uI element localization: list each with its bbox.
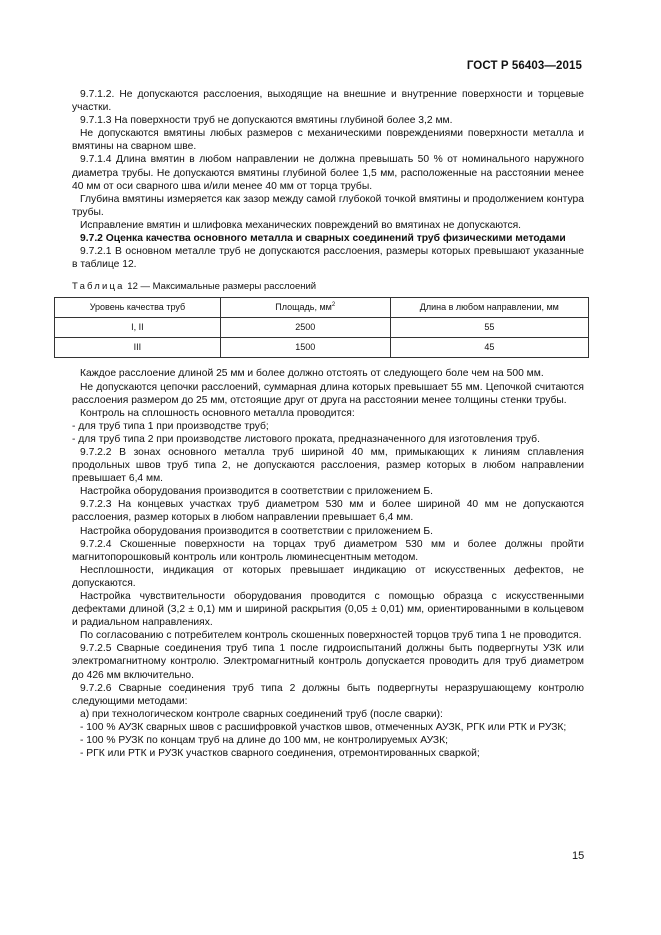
paragraph: Глубина вмятины измеряется как зазор между самой глубокой точкой вмятины и продолжением контура трубы. — [72, 193, 584, 218]
document-header: ГОСТ Р 56403—2015 — [466, 60, 582, 72]
paragraph: 9.7.2.3 На концевых участках труб диаметром 530 мм и более шириной 40 мм не допускаются расслоения, размер которых в любом направлении превышает 6,4 мм. — [72, 499, 584, 524]
paragraph: 9.7.2.2 В зонах основного металла труб шириной 40 мм, примыкающих к линиям сплавления продольных швов труб типа 2, не допускаются расслоения, размер которых в любом направлении превышает 6,4 мм. — [72, 446, 584, 485]
table-caption-text: 12 — Максимальные размеры расслоений — [124, 281, 317, 293]
delamination-table — [54, 297, 589, 358]
paragraph: 9.7.1.2. Не допускаются расслоения, выходящие на внешние и внутренние поверхности и торцевые участки. — [72, 89, 584, 114]
paragraph: 9.7.2.1 В основном металле труб не допускаются расслоения, размеры которых превышают указанные в таблице 12. — [72, 246, 584, 271]
paragraphs-after-table — [72, 367, 584, 760]
paragraph: 9.7.2.6 Сварные соединения труб типа 2 должны быть подвергнуты неразрушающему контролю следующими методами: — [72, 682, 584, 707]
paragraph: - для труб типа 2 при производстве листового проката, предназначенного для изготовления труб. — [72, 433, 540, 445]
paragraph: - 100 % РУЗК по концам труб на длине до 100 мм, не контролируемых АУЗК; — [80, 735, 449, 747]
paragraph: - РГК или РТК и РУЗК участков сварного соединения, отремонтированных сваркой; — [80, 748, 480, 760]
paragraph: Настройка оборудования производится в соответствии с приложением Б. — [80, 486, 434, 498]
paragraph: а) при технологическом контроле сварных соединений труб (после сварки): — [80, 708, 443, 720]
paragraph: Исправление вмятин и шлифовка механических повреждений во вмятинах не допускаются. — [80, 219, 522, 231]
cell-area: 1500 — [220, 338, 390, 358]
header-area-text: Площадь, мм — [275, 302, 332, 313]
header-length: Длина в любом направлении, мм — [390, 298, 588, 318]
paragraph: Каждое расслоение длиной 25 мм и более должно отстоять от следующего боле чем на 500 мм. — [80, 368, 544, 380]
paragraph: Контроль на сплошность основного металла проводится: — [80, 407, 355, 419]
cell-length: 55 — [390, 318, 588, 338]
page-number: 15 — [572, 850, 585, 862]
paragraph: 9.7.1.3 На поверхности труб не допускаются вмятины глубиной более 3,2 мм. — [80, 115, 453, 127]
cell-quality: I, II — [55, 318, 221, 338]
paragraph: Настройка оборудования производится в соответствии с приложением Б. — [80, 525, 434, 537]
header-area — [220, 298, 390, 318]
paragraph: - для труб типа 1 при производстве труб; — [72, 420, 269, 432]
paragraph: Настройка чувствительности оборудования проводится с помощью образца с искусственными дефектами длиной (3,2 ± 0,1) мм и шириной раскрытия (0,05 ± 0,01) мм, ориентированными в кольцевом и радиальном направлениях. — [72, 591, 584, 629]
table-row — [55, 318, 589, 338]
page-body — [72, 88, 584, 760]
paragraph: Не допускаются вмятины любых размеров с механическими повреждениями поверхности металла и вмятины на сварном шве. — [72, 128, 584, 153]
paragraph: - 100 % АУЗК сварных швов с расшифровкой участков швов, отмеченных АУЗК, РГК или РТК и РУЗК; — [80, 721, 567, 733]
paragraph: По согласованию с потребителем контроль скошенных поверхностей торцов труб типа 1 не проводится. — [80, 630, 582, 642]
paragraph: 9.7.2.4 Скошенные поверхности на торцах труб диаметром 530 мм и более должны пройти магнитопорошковый контроль или контроль люминесцентным методом. — [72, 538, 584, 563]
paragraph: 9.7.1.4 Длина вмятин в любом направлении не должна превышать 50 % от номинального наружного диаметра трубы. Не допускаются вмятины глубиной более 1,5 мм, расположенные на расстоянии менее 40 мм от оси сварного шва и/или менее 40 мм от торца трубы. — [72, 154, 584, 192]
paragraph: Не допускаются цепочки расслоений, суммарная длина которых превышает 55 мм. Цепочкой считаются расслоения размером до 25 мм, отстоящие друг от друга на расстоянии менее толщины стенки трубы. — [72, 381, 584, 406]
cell-area: 2500 — [220, 318, 390, 338]
cell-length: 45 — [390, 338, 588, 358]
header-quality: Уровень качества труб — [55, 298, 221, 318]
table-caption — [72, 280, 584, 293]
paragraph: 9.7.2.5 Сварные соединения труб типа 1 после гидроиспытаний должны быть подвергнуты УЗК или электромагнитному контролю. Электромагнитный контроль допускается проводить для труб диаметром до 426 мм включительно. — [72, 643, 584, 681]
section-heading: 9.7.2 Оценка качества основного металла и сварных соединений труб физическими методами — [80, 233, 566, 245]
cell-quality: III — [55, 338, 221, 358]
header-area-sup: 2 — [331, 302, 336, 309]
table-header-row — [55, 298, 589, 318]
table-caption-label: Таблица — [72, 281, 125, 293]
paragraph: Несплошности, индикация от которых превышает индикацию от искусственных дефектов, не допускаются. — [72, 564, 584, 589]
table-row — [55, 338, 589, 358]
